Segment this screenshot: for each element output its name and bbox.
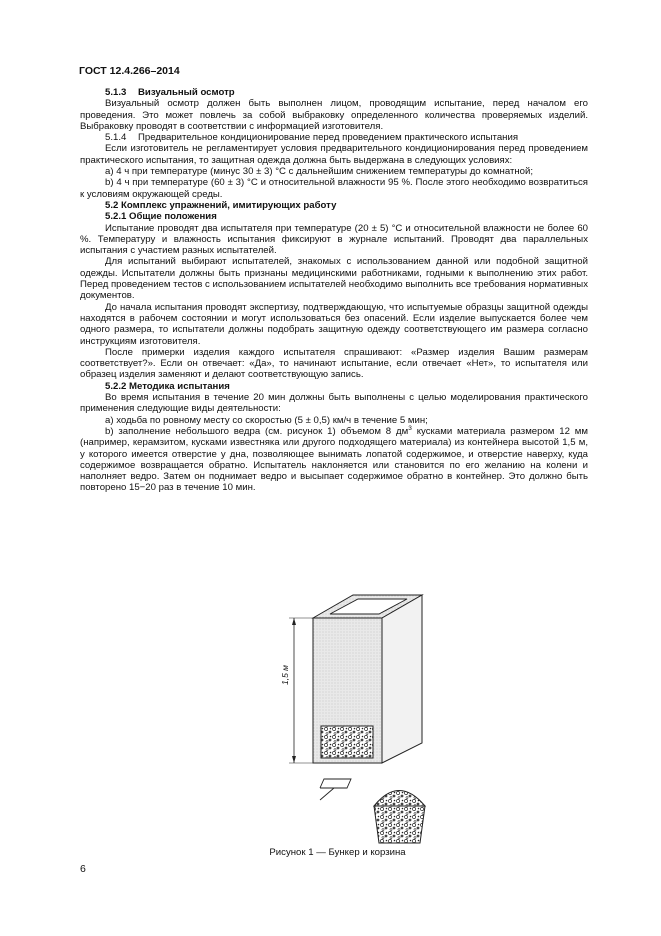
bunker-basket-illustration [268, 583, 458, 853]
figure-bunker-basket [268, 583, 458, 853]
dimension-arrow-top [292, 618, 296, 625]
paragraph: После примерки изделия каждого испытателя спрашивают: «Размер изделия Вашим размерам соответствует?». Если он отвечает: «Да», то начинают испытание, если отвечает «Нет», то испытателя или образец изделия заменяют и делают соответствующую запись. [80, 346, 588, 381]
list-item-text: b) заполнение небольшого ведра (см. рисунок 1) объемом 8 дм [105, 425, 409, 437]
dimension-arrow-bottom [292, 756, 296, 763]
section-5-2-2-heading: 5.2.2 Методика испытания [105, 380, 230, 392]
section-5-1-4-heading [80, 132, 588, 143]
section-number: 5.1.3 [105, 87, 127, 98]
list-item: а) 4 ч при температуре (минус 30 ± 3) °С с дальнейшим снижением температуры до комнатной; [105, 166, 534, 178]
page-number: 6 [80, 863, 86, 875]
basket-body [374, 806, 425, 843]
figure-caption: Рисунок 1 — Бункер и корзина [269, 847, 406, 858]
paragraph: Для испытаний выбирают испытателей, знакомых с использованием данной или подобной защитной одежды. Испытатели должны быть признаны медицинскими работниками, годными к выполнению этих работ. Перед проведением тестов с использованием испытателей необходимо выполнить все требования нормативных документов. [80, 256, 588, 302]
shovel-handle [320, 788, 334, 800]
superscript: 3 [408, 424, 412, 432]
section-5-2-heading: 5.2 Комплекс упражнений, имитирующих работу [105, 199, 337, 211]
document-header: ГОСТ 12.4.266–2014 [79, 65, 180, 77]
section-title: Визуальный осмотр [138, 87, 235, 98]
list-item: а) ходьба по ровному месту со скоростью (5 ± 0,5) км/ч в течение 5 мин; [105, 414, 428, 426]
paragraph: До начала испытания проводят экспертизу, подтверждающую, что испытуемые образцы защитной одежды находятся в рабочем состоянии и могут использоваться без опасений. Если изделие выпускается более чем одного размера, то испытатели должны подобрать защитную одежду соответствующего им размера согласно инструкциям изготовителя. [80, 301, 588, 347]
basket-icon [374, 791, 425, 807]
section-title: Предварительное кондиционирование перед проведением практического испытания [138, 132, 519, 144]
list-item [80, 426, 588, 494]
list-item: b) 4 ч при температуре (60 ± 3) °С и относительной влажности 95 %. После этого необходимо возвратиться к условиям окружающей среды. [80, 177, 588, 200]
bunker-bottom-opening [321, 726, 373, 758]
section-5-2-1-heading: 5.2.1 Общие положения [105, 211, 217, 223]
paragraph: Визуальный осмотр должен быть выполнен лицом, проводящим испытание, перед началом его проведения. Это может повлечь за собой выбраковку определенного количества проверяемых изделий. Выбраковку проводят в соответствии с информацией изготовителя. [80, 98, 588, 132]
paragraph: Испытание проводят два испытателя при температуре (20 ± 5) °С и относительной влажности не более 60 %. Температуру и влажность испытания фиксируют в журнале испытаний. Проводят два параллельных испытания с участием разных испытателей. [80, 222, 588, 257]
dimension-label: 1,5 м [280, 664, 290, 686]
bunker-side-face [382, 595, 422, 763]
paragraph: Если изготовитель не регламентирует условия предварительного кондиционирования перед проведением практического испытания, то защитная одежда должна быть выдержана в следующих условиях: [80, 143, 588, 166]
shovel-icon [320, 779, 351, 788]
paragraph: Во время испытания в течение 20 мин должны быть выполнены с целью моделирования практического применения следующие виды деятельности: [80, 392, 588, 415]
document-body [80, 87, 588, 494]
section-5-1-3-heading [80, 87, 588, 98]
list-item-text: кусками материала размером 12 мм (например, керамзитом, кусками известняка или другого подходящего материала) из контейнера высотой 1,5 м, у которого имеется отверстие у дна, позволяющее вынимать лопатой содержимое, и отверстие наверху, куда содержимое возвращается обратно. Испытатель наклоняется или становится по его желанию на колени и наполняет ведро. Затем он поднимает ведро и высыпает содержимое обратно в контейнер. Это должно быть повторено 15−20 раз в течение 10 мин. [80, 425, 588, 494]
section-number: 5.1.4 [105, 132, 127, 144]
